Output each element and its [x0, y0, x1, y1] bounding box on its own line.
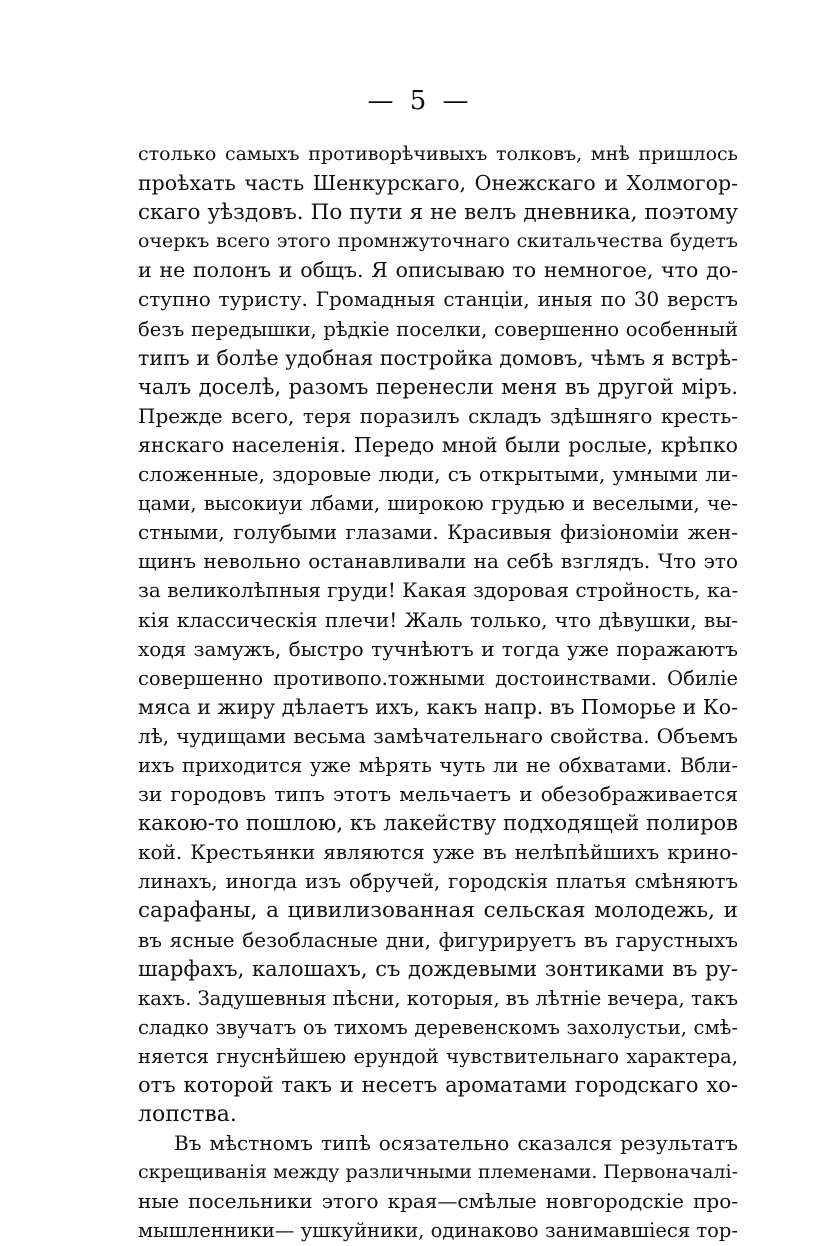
text-line: въ ясные безобласные дни, фигурируетъ въ гарустныхъ — [138, 927, 738, 952]
text-line: Прежде всего, теря поразилъ складъ здѣшняго кресть- — [138, 403, 738, 428]
text-line: кахъ. Задушевныя пѣсни, которыя, въ лѣтніе вечера, такъ — [138, 986, 738, 1010]
text-line: няется гнуснѣйшею ерундой чувствительнаго характера, — [138, 1044, 738, 1068]
text-line: чалъ доселѣ, разомъ перенесли меня въ другой міръ. — [138, 374, 738, 399]
text-line: проѣхать часть Шенкурскаго, Онежскаго и Холмогор- — [138, 171, 738, 196]
text-line: скрещиванія между различными племенами. Первоначалі- — [138, 1161, 738, 1184]
text-line: сложенные, здоровые люди, съ открытыми, умными ли- — [138, 462, 738, 487]
text-line: очеркъ всего этого промнжуточнаго скитальчества будетъ — [138, 230, 738, 253]
text-line: и не полонъ и общъ. Я описываю то немногое, что до- — [138, 258, 738, 283]
text-line: отъ которой такъ и несетъ ароматами городскаго хо- — [138, 1073, 738, 1097]
text-line: скаго уѣздовъ. По пути я не велъ дневника, поэтому — [138, 200, 738, 226]
paragraph-start-line: Въ мѣстномъ типѣ осязательно сказался результатъ — [174, 1131, 738, 1156]
text-line: совершенно противопо.тожными достоинствами. Обиліе — [138, 666, 738, 690]
text-line: кія классическія плечи! Жаль только, что дѣвушки, вы- — [138, 607, 738, 632]
text-line: ные посельники этого края—смѣлые новгородскіе про- — [138, 1189, 738, 1214]
text-line: зи городовъ типъ этотъ мельчаетъ и обезображивается — [138, 782, 738, 807]
text-line: за великолѣпныя груди! Какая здоровая стройность, ка- — [138, 578, 739, 603]
text-line: какою-то пошлою, къ лакейству подходящей полиров — [138, 811, 738, 836]
text-line: мяса и жиру дѣлаетъ ихъ, какъ напр. въ Поморье и Ко- — [138, 694, 738, 719]
text-line: столько самыхъ противорѣчивыхъ толковъ, мнѣ пришлось — [138, 143, 738, 165]
page-number: — 5 — — [367, 86, 473, 116]
text-line: янскаго населенія. Передо мной были рослые, крѣпко — [138, 432, 738, 457]
text-line: ступно туристу. Громадныя станціи, иныя по 30 верстъ — [138, 287, 738, 312]
text-line: лопства. — [138, 1102, 237, 1128]
text-line: шарфахъ, калошахъ, съ дождевыми зонтиками въ ру- — [138, 956, 738, 981]
text-line: цами, высокиуи лбами, широкою грудью и веселыми, че- — [138, 492, 738, 516]
text-line: сладко звучатъ оъ тихомъ деревенскомъ захолустьи, смѣ- — [138, 1015, 738, 1039]
text-line: лѣ, чудищами весьма замѣчательнаго свойства. Объемъ — [138, 723, 738, 748]
text-line: кой. Крестьянки являются уже въ нелѣпѣйшихъ крино- — [138, 840, 738, 865]
text-line: ихъ приходится уже мѣрять чуть ли не обхватами. Вбли- — [138, 753, 738, 777]
body-text — [138, 140, 738, 1246]
text-line: стными, голубыми глазами. Красивыя физіономіи жен- — [138, 520, 738, 545]
text-line: мышленники— ушкуйники, одинаково занимавшіеся тор- — [138, 1219, 738, 1243]
text-line: безъ передышки, рѣдкіе поселки, совершенно особенный — [138, 317, 738, 341]
text-line: сарафаны, а цивилизованная сельская молодежь, и — [138, 898, 738, 924]
text-line: ходя замужъ, быстро тучнѣютъ и тогда уже поражаютъ — [138, 636, 738, 661]
text-line: линахъ, иногда изъ обручей, городскія платья смѣняютъ — [138, 870, 738, 894]
text-line: щинъ невольно останавливали на себѣ взглядъ. Что это — [138, 549, 738, 574]
text-line: типъ и болѣе удобная постройка домовъ, чѣмъ я встрѣ- — [138, 345, 738, 370]
